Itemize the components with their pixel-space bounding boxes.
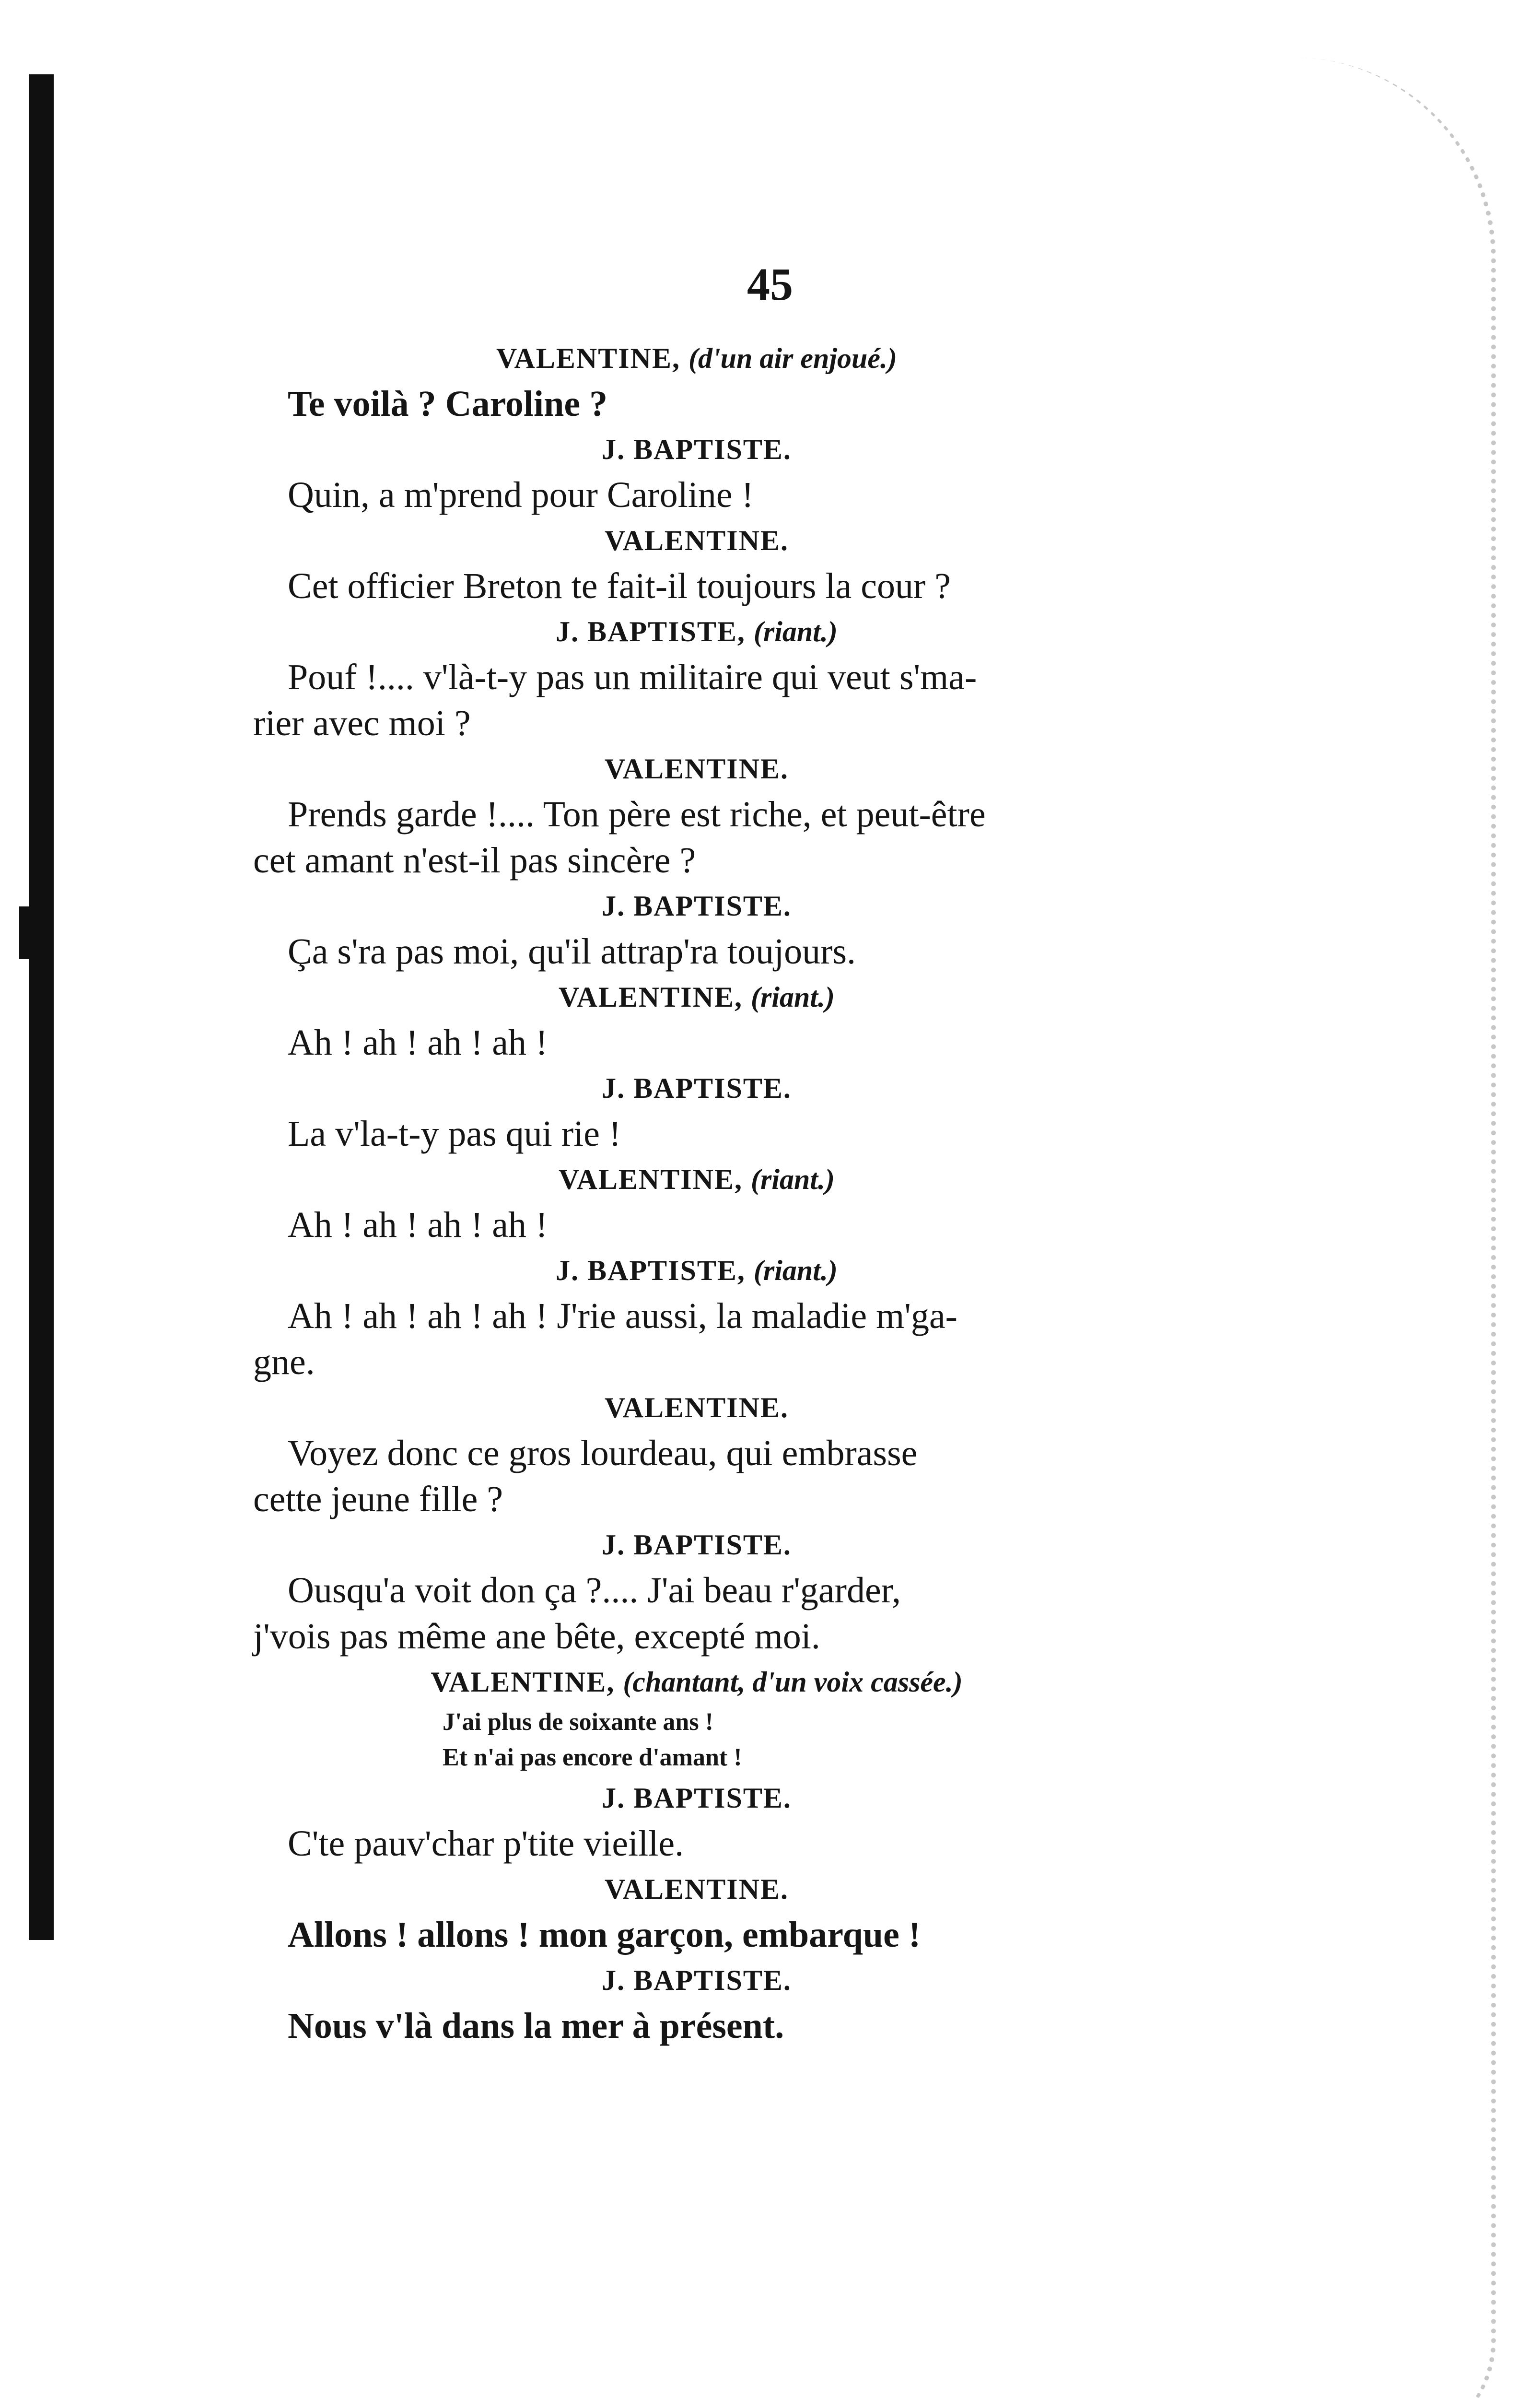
- dialogue-line: gne.: [253, 1342, 315, 1382]
- page-curl-edge: [1247, 58, 1496, 2398]
- page-binding-edge: [29, 74, 54, 1940]
- speaker-name: VALENTINE,: [558, 1164, 743, 1195]
- play-text: [253, 336, 1140, 2049]
- dialogue-line: Ah ! ah ! ah ! ah ! J'rie aussi, la maladie m'ga-: [288, 1296, 957, 1336]
- song-line: Et n'ai pas encore d'amant !: [443, 1744, 742, 1771]
- speaker-heading: [253, 336, 1140, 381]
- dialogue-line: Ah ! ah ! ah ! ah !: [288, 1205, 548, 1245]
- speaker-heading: [253, 1248, 1140, 1293]
- dialogue-line: j'vois pas même ane bête, excepté moi.: [253, 1616, 820, 1657]
- page-binding-notch: [19, 906, 53, 959]
- speaker-name: J. BAPTISTE.: [602, 434, 792, 465]
- speaker-name: VALENTINE,: [496, 342, 680, 374]
- dialogue-line: cet amant n'est-il pas sincère ?: [253, 840, 696, 881]
- dialogue-line: cette jeune fille ?: [253, 1479, 503, 1519]
- dialogue-line: Quin, a m'prend pour Caroline !: [288, 475, 754, 515]
- dialogue-line: Ousqu'a voit don ça ?.... J'ai beau r'garder,: [288, 1570, 901, 1610]
- dialogue-line: La v'la-t-y pas qui rie !: [288, 1114, 621, 1154]
- speaker-name: J. BAPTISTE.: [602, 1964, 792, 1996]
- speaker-heading: [253, 1775, 1140, 1821]
- song-line: J'ai plus de soixante ans !: [443, 1708, 713, 1736]
- dialogue-line: Nous v'là dans la mer à présent.: [288, 2006, 784, 2046]
- dialogue-line: Allons ! allons ! mon garçon, embarque !: [288, 1915, 921, 1955]
- speaker-name: VALENTINE.: [604, 753, 789, 785]
- speaker-heading: [253, 746, 1140, 791]
- stage-direction: (riant.): [753, 616, 838, 647]
- speaker-heading: [253, 1157, 1140, 1202]
- speaker-heading: [253, 883, 1140, 929]
- speaker-heading: [253, 1867, 1140, 1912]
- speaker-name: J. BAPTISTE.: [602, 1072, 792, 1104]
- page-number: 45: [747, 259, 793, 310]
- stage-direction: (d'un air enjoué.): [688, 342, 898, 374]
- speaker-name: J. BAPTISTE.: [602, 1529, 792, 1561]
- speaker-heading: [253, 427, 1140, 472]
- speaker-heading: [253, 1385, 1140, 1430]
- speaker-heading: [253, 1066, 1140, 1111]
- stage-direction: (chantant, d'un voix cassée.): [623, 1666, 963, 1698]
- stage-direction: (riant.): [753, 1255, 838, 1286]
- speaker-name: J. BAPTISTE,: [556, 1255, 746, 1286]
- speaker-heading: [253, 1958, 1140, 2003]
- speaker-name: VALENTINE,: [558, 981, 743, 1013]
- speaker-heading: [253, 975, 1140, 1020]
- speaker-heading: [253, 1522, 1140, 1567]
- dialogue-line: Pouf !.... v'là-t-y pas un militaire qui veut s'ma-: [288, 657, 977, 697]
- speaker-name: VALENTINE.: [604, 525, 789, 556]
- stage-direction: (riant.): [750, 981, 835, 1013]
- stage-direction: (riant.): [750, 1164, 835, 1195]
- speaker-name: VALENTINE.: [604, 1873, 789, 1905]
- speaker-name: VALENTINE,: [431, 1666, 615, 1698]
- dialogue-line: Ça s'ra pas moi, qu'il attrap'ra toujours.: [288, 931, 856, 972]
- dialogue-line: rier avec moi ?: [253, 703, 471, 743]
- dialogue-line: Prends garde !.... Ton père est riche, et peut-être: [288, 794, 986, 835]
- speaker-heading: [253, 1659, 1140, 1704]
- speaker-name: J. BAPTISTE.: [602, 1782, 792, 1814]
- speaker-name: J. BAPTISTE.: [602, 890, 792, 922]
- speaker-name: J. BAPTISTE,: [556, 616, 746, 647]
- speaker-heading: [253, 518, 1140, 563]
- dialogue-line: C'te pauv'char p'tite vieille.: [288, 1823, 684, 1864]
- dialogue-line: Voyez donc ce gros lourdeau, qui embrasse: [288, 1433, 918, 1473]
- speaker-name: VALENTINE.: [604, 1392, 789, 1423]
- speaker-heading: [253, 609, 1140, 654]
- dialogue-line: Cet officier Breton te fait-il toujours la cour ?: [288, 566, 951, 606]
- dialogue-line: Te voilà ? Caroline ?: [288, 384, 608, 424]
- dialogue-line: Ah ! ah ! ah ! ah !: [288, 1023, 548, 1063]
